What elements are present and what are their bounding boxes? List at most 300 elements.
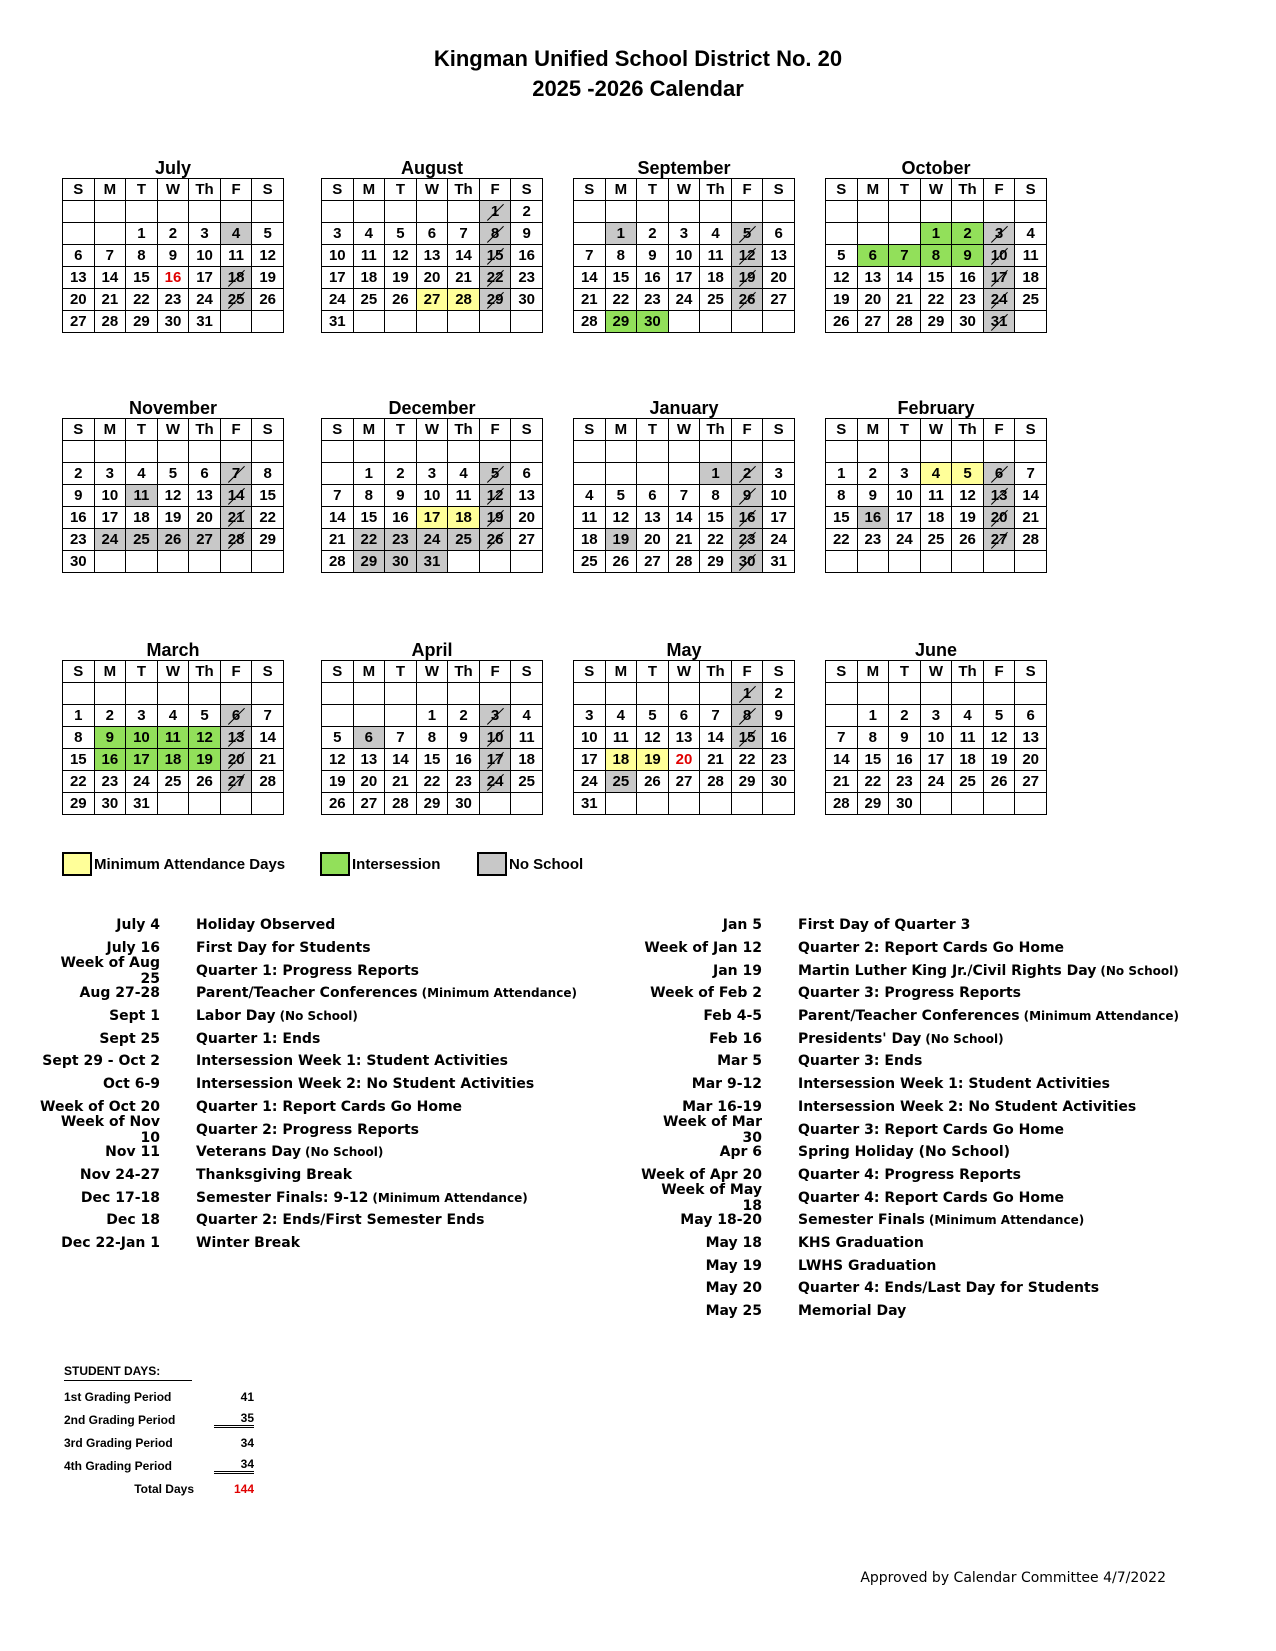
event-date: Mar 16-19: [682, 1098, 762, 1115]
day-cell: 16: [385, 507, 417, 529]
day-cell: 13: [220, 727, 252, 749]
day-cell: [605, 793, 637, 815]
event-date: Week of Oct 20: [40, 1098, 160, 1115]
day-cell: 13: [763, 245, 795, 267]
event-date: May 18-20: [680, 1212, 762, 1229]
day-cell: 7: [826, 727, 858, 749]
day-cell: 19: [252, 267, 284, 289]
day-cell: 17: [416, 507, 448, 529]
day-header: S: [511, 419, 543, 441]
day-cell: 24: [889, 529, 921, 551]
day-cell: [322, 463, 354, 485]
day-cell: 23: [637, 289, 669, 311]
day-cell: [889, 551, 921, 573]
day-cell: 15: [920, 267, 952, 289]
day-header: Th: [700, 661, 732, 683]
day-cell: 6: [353, 727, 385, 749]
day-cell: 18: [605, 749, 637, 771]
day-cell: 16: [952, 267, 984, 289]
day-cell: 8: [605, 245, 637, 267]
event-text: Martin Luther King Jr./Civil Rights Day: [798, 962, 1097, 979]
day-cell: 15: [857, 749, 889, 771]
day-cell: 10: [920, 727, 952, 749]
day-header: T: [889, 179, 921, 201]
day-cell: [220, 551, 252, 573]
day-cell: 2: [637, 223, 669, 245]
day-header: F: [983, 661, 1015, 683]
legend-label-intersession: Intersession: [352, 855, 441, 873]
day-cell: 16: [637, 267, 669, 289]
day-cell: 4: [353, 223, 385, 245]
events-list-right: [640, 914, 1179, 1322]
day-cell: [220, 683, 252, 705]
day-header: S: [763, 419, 795, 441]
day-cell: 14: [1015, 485, 1047, 507]
event-date: Week of Jan 12: [644, 940, 762, 957]
event-text: Winter Break: [196, 1234, 301, 1251]
day-cell: 15: [605, 267, 637, 289]
event-date: Sept 29 - Oct 2: [42, 1053, 160, 1070]
day-cell: 27: [983, 529, 1015, 551]
day-cell: 5: [322, 727, 354, 749]
event-text: Quarter 3: Ends: [798, 1053, 923, 1070]
day-cell: 26: [983, 771, 1015, 793]
event-row: [40, 1141, 577, 1164]
event-date: Dec 22-Jan 1: [61, 1234, 160, 1251]
student-days-title: STUDENT DAYS:: [64, 1364, 192, 1381]
month-name: June: [914, 640, 957, 660]
day-cell: [220, 311, 252, 333]
event-text: LWHS Graduation: [798, 1257, 937, 1274]
day-cell: 11: [353, 245, 385, 267]
day-cell: [857, 551, 889, 573]
day-cell: 5: [826, 245, 858, 267]
day-header: S: [826, 661, 858, 683]
event-row: [640, 959, 1179, 982]
day-cell: 29: [479, 289, 511, 311]
day-cell: 20: [63, 289, 95, 311]
day-cell: 20: [416, 267, 448, 289]
day-header: Th: [448, 419, 480, 441]
day-header: F: [220, 179, 252, 201]
day-cell: 23: [763, 749, 795, 771]
month-table: [62, 660, 284, 815]
day-cell: 11: [126, 485, 158, 507]
day-cell: 1: [63, 705, 95, 727]
day-header: Th: [952, 179, 984, 201]
day-cell: [126, 551, 158, 573]
event-text: Parent/Teacher Conferences: [798, 1008, 1020, 1025]
day-cell: 21: [385, 771, 417, 793]
event-text: First Day for Students: [196, 940, 371, 957]
day-cell: 23: [94, 771, 126, 793]
day-header: T: [126, 419, 158, 441]
day-cell: 6: [1015, 705, 1047, 727]
day-cell: [322, 201, 354, 223]
day-cell: 12: [479, 485, 511, 507]
day-cell: 12: [952, 485, 984, 507]
day-cell: [252, 441, 284, 463]
day-cell: 2: [731, 463, 763, 485]
day-cell: 17: [763, 507, 795, 529]
day-cell: 11: [574, 507, 606, 529]
day-cell: [94, 683, 126, 705]
day-cell: 17: [479, 749, 511, 771]
day-cell: 13: [668, 727, 700, 749]
day-cell: 13: [63, 267, 95, 289]
day-cell: [826, 441, 858, 463]
day-cell: 19: [731, 267, 763, 289]
month-june: [825, 638, 1047, 815]
day-cell: 6: [220, 705, 252, 727]
day-cell: [448, 201, 480, 223]
day-cell: 3: [920, 705, 952, 727]
day-header: S: [322, 179, 354, 201]
day-cell: [385, 705, 417, 727]
day-cell: 7: [220, 463, 252, 485]
day-cell: 26: [252, 289, 284, 311]
day-cell: 4: [1015, 223, 1047, 245]
day-cell: 19: [983, 749, 1015, 771]
day-cell: [63, 201, 95, 223]
day-cell: 27: [637, 551, 669, 573]
day-cell: 8: [479, 223, 511, 245]
event-text: Intersession Week 2: No Student Activities: [798, 1098, 1137, 1115]
event-date: May 19: [705, 1257, 762, 1274]
day-header: Th: [448, 179, 480, 201]
day-cell: [952, 793, 984, 815]
day-cell: [731, 311, 763, 333]
day-cell: [605, 441, 637, 463]
day-cell: 9: [731, 485, 763, 507]
day-cell: 20: [637, 529, 669, 551]
event-text: Quarter 4: Report Cards Go Home: [798, 1189, 1065, 1206]
month-table: [62, 178, 284, 333]
day-cell: 22: [857, 771, 889, 793]
day-cell: [1015, 793, 1047, 815]
day-cell: 16: [731, 507, 763, 529]
day-cell: 10: [126, 727, 158, 749]
day-cell: 26: [605, 551, 637, 573]
day-cell: [983, 683, 1015, 705]
day-cell: 1: [920, 223, 952, 245]
day-cell: 23: [385, 529, 417, 551]
event-row: [40, 1186, 577, 1209]
grading-period-row: [64, 1385, 254, 1408]
day-header: Th: [189, 419, 221, 441]
day-cell: [189, 201, 221, 223]
day-cell: 18: [353, 267, 385, 289]
day-cell: [700, 311, 732, 333]
day-cell: 28: [94, 311, 126, 333]
day-cell: 8: [920, 245, 952, 267]
legend-swatch-minimum: [62, 852, 92, 876]
day-header: Th: [448, 661, 480, 683]
event-date: Jan 5: [722, 917, 762, 934]
day-cell: 25: [952, 771, 984, 793]
day-cell: 10: [983, 245, 1015, 267]
event-date: Dec 17-18: [80, 1189, 160, 1206]
day-cell: 14: [668, 507, 700, 529]
day-cell: 30: [763, 771, 795, 793]
day-header: S: [511, 661, 543, 683]
day-cell: 31: [416, 551, 448, 573]
day-cell: 14: [448, 245, 480, 267]
day-cell: 25: [511, 771, 543, 793]
month-name: July: [154, 158, 192, 178]
day-cell: 14: [826, 749, 858, 771]
day-cell: [920, 201, 952, 223]
day-cell: 12: [157, 485, 189, 507]
event-text: First Day of Quarter 3: [798, 917, 971, 934]
day-cell: [448, 551, 480, 573]
day-cell: [574, 223, 606, 245]
month-table: [321, 660, 543, 815]
day-cell: 18: [700, 267, 732, 289]
day-cell: 3: [94, 463, 126, 485]
day-cell: 16: [763, 727, 795, 749]
day-cell: 25: [700, 289, 732, 311]
day-cell: 13: [416, 245, 448, 267]
day-cell: 13: [511, 485, 543, 507]
day-cell: 29: [700, 551, 732, 573]
event-date: Week of Nov 10: [60, 1113, 160, 1146]
day-cell: 7: [574, 245, 606, 267]
day-cell: [126, 201, 158, 223]
month-name: December: [388, 398, 476, 418]
day-cell: 19: [385, 267, 417, 289]
day-cell: [157, 793, 189, 815]
day-cell: 26: [322, 793, 354, 815]
approval-note: Approved by Calendar Committee 4/7/2022: [860, 1570, 1166, 1586]
month-table: [62, 418, 284, 573]
day-cell: [416, 683, 448, 705]
day-header: S: [511, 179, 543, 201]
month-november: [62, 396, 284, 573]
day-cell: 24: [322, 289, 354, 311]
day-cell: 9: [448, 727, 480, 749]
event-date: July 16: [106, 940, 160, 957]
month-october: [825, 156, 1047, 333]
day-cell: [416, 201, 448, 223]
day-cell: [920, 793, 952, 815]
day-cell: 20: [1015, 749, 1047, 771]
day-header: M: [857, 661, 889, 683]
day-cell: 27: [668, 771, 700, 793]
day-cell: 8: [416, 727, 448, 749]
day-cell: 29: [731, 771, 763, 793]
day-cell: 20: [668, 749, 700, 771]
day-cell: [857, 223, 889, 245]
day-cell: 14: [94, 267, 126, 289]
event-date: Nov 11: [105, 1144, 160, 1161]
day-cell: [668, 311, 700, 333]
day-cell: 4: [605, 705, 637, 727]
day-header: W: [416, 179, 448, 201]
day-cell: [448, 683, 480, 705]
day-cell: 2: [448, 705, 480, 727]
day-cell: 20: [983, 507, 1015, 529]
day-cell: [889, 201, 921, 223]
event-date: Mar 5: [717, 1053, 762, 1070]
event-date: Sept 25: [99, 1030, 160, 1047]
day-cell: [983, 551, 1015, 573]
event-date: July 4: [116, 917, 160, 934]
day-header: W: [668, 179, 700, 201]
event-row: [40, 1209, 577, 1232]
day-cell: 27: [857, 311, 889, 333]
day-cell: [189, 793, 221, 815]
day-cell: [668, 463, 700, 485]
day-cell: [385, 441, 417, 463]
day-header: W: [416, 661, 448, 683]
event-text: Semester Finals: 9-12: [196, 1189, 369, 1206]
day-header: F: [220, 419, 252, 441]
day-cell: 8: [857, 727, 889, 749]
day-cell: [322, 441, 354, 463]
day-cell: 5: [385, 223, 417, 245]
day-cell: [157, 441, 189, 463]
day-cell: 30: [511, 289, 543, 311]
event-note: (Minimum Attendance): [421, 986, 577, 1001]
day-cell: 23: [63, 529, 95, 551]
event-text: Quarter 4: Ends/Last Day for Students: [798, 1280, 1100, 1297]
day-cell: 9: [763, 705, 795, 727]
day-cell: 1: [731, 683, 763, 705]
day-header: F: [479, 661, 511, 683]
month-name: March: [146, 640, 200, 660]
event-note: (No School): [305, 1145, 384, 1160]
day-cell: [952, 551, 984, 573]
event-text: Quarter 2: Ends/First Semester Ends: [196, 1212, 485, 1229]
day-cell: 25: [353, 289, 385, 311]
day-cell: [94, 223, 126, 245]
day-cell: 2: [94, 705, 126, 727]
day-cell: 19: [826, 289, 858, 311]
grading-period-row: [64, 1431, 254, 1454]
month-name: November: [128, 398, 218, 418]
day-header: S: [1015, 661, 1047, 683]
day-cell: 25: [574, 551, 606, 573]
day-cell: [1015, 311, 1047, 333]
day-cell: 24: [416, 529, 448, 551]
day-cell: 18: [220, 267, 252, 289]
event-row: [640, 937, 1179, 960]
day-cell: 2: [857, 463, 889, 485]
day-cell: 9: [637, 245, 669, 267]
day-header: M: [94, 179, 126, 201]
day-cell: 26: [385, 289, 417, 311]
day-cell: 18: [126, 507, 158, 529]
day-cell: 6: [637, 485, 669, 507]
event-row: [640, 982, 1179, 1005]
day-cell: 11: [448, 485, 480, 507]
event-text: Thanksgiving Break: [196, 1166, 353, 1183]
day-cell: 30: [731, 551, 763, 573]
day-cell: [889, 441, 921, 463]
day-cell: 27: [1015, 771, 1047, 793]
event-date: Feb 4-5: [703, 1008, 762, 1025]
day-cell: 20: [511, 507, 543, 529]
day-header: Th: [952, 661, 984, 683]
day-header: S: [252, 661, 284, 683]
day-cell: [189, 551, 221, 573]
day-cell: 16: [94, 749, 126, 771]
day-cell: 5: [605, 485, 637, 507]
day-cell: 20: [220, 749, 252, 771]
day-cell: 25: [1015, 289, 1047, 311]
legend-minimum-attendance: [62, 852, 285, 876]
event-date: Week of Apr 20: [641, 1166, 762, 1183]
day-cell: 11: [1015, 245, 1047, 267]
day-cell: 30: [157, 311, 189, 333]
day-cell: 15: [126, 267, 158, 289]
day-cell: 11: [700, 245, 732, 267]
event-row: [640, 1027, 1179, 1050]
day-cell: 25: [920, 529, 952, 551]
day-cell: [252, 793, 284, 815]
day-header: M: [605, 419, 637, 441]
day-cell: 14: [220, 485, 252, 507]
day-cell: 25: [448, 529, 480, 551]
day-cell: [448, 311, 480, 333]
day-cell: 26: [479, 529, 511, 551]
day-cell: 7: [1015, 463, 1047, 485]
month-table: [321, 418, 543, 573]
day-cell: 8: [126, 245, 158, 267]
day-header: F: [731, 661, 763, 683]
day-cell: [353, 705, 385, 727]
event-text: Quarter 3: Progress Reports: [798, 985, 1021, 1002]
day-cell: [731, 441, 763, 463]
day-cell: 28: [700, 771, 732, 793]
day-cell: [63, 441, 95, 463]
day-cell: 3: [668, 223, 700, 245]
month-table: [825, 660, 1047, 815]
day-cell: [1015, 551, 1047, 573]
day-cell: 8: [63, 727, 95, 749]
day-cell: 29: [126, 311, 158, 333]
day-cell: 17: [189, 267, 221, 289]
day-cell: 6: [983, 463, 1015, 485]
day-cell: 23: [731, 529, 763, 551]
day-header: T: [889, 419, 921, 441]
day-cell: 14: [889, 267, 921, 289]
day-cell: [511, 551, 543, 573]
legend-swatch-intersession: [320, 852, 350, 876]
day-cell: 28: [385, 793, 417, 815]
day-cell: 14: [574, 267, 606, 289]
day-cell: 13: [857, 267, 889, 289]
event-row: [40, 1005, 577, 1028]
day-cell: [322, 705, 354, 727]
month-march: [62, 638, 284, 815]
event-row: [640, 1005, 1179, 1028]
day-cell: [511, 441, 543, 463]
day-cell: 16: [448, 749, 480, 771]
day-cell: [94, 441, 126, 463]
day-cell: [479, 441, 511, 463]
day-header: T: [385, 661, 417, 683]
event-row: [40, 1164, 577, 1187]
day-cell: 17: [94, 507, 126, 529]
day-cell: 6: [189, 463, 221, 485]
day-cell: 29: [605, 311, 637, 333]
day-cell: [416, 311, 448, 333]
day-cell: 21: [1015, 507, 1047, 529]
day-header: W: [920, 661, 952, 683]
day-cell: 11: [920, 485, 952, 507]
